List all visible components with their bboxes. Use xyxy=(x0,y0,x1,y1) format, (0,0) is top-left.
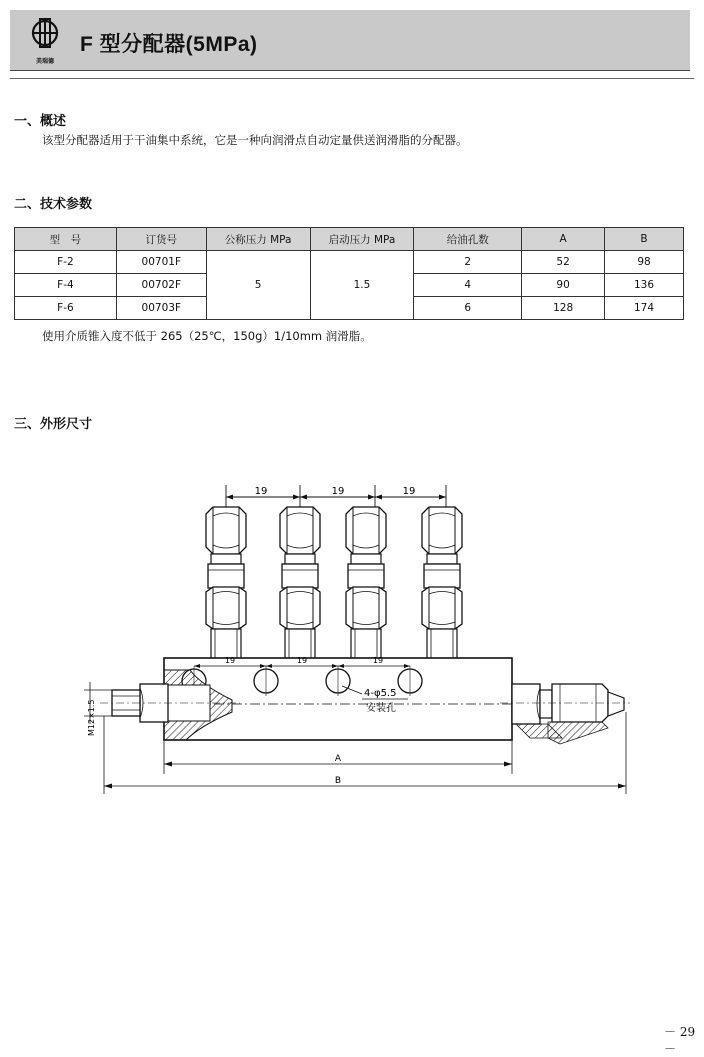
cell-a: 128 xyxy=(522,297,605,320)
cell-b: 174 xyxy=(605,297,684,320)
outlet-fitting xyxy=(280,507,320,659)
col-header-start-pressure: 启动压力 MPa xyxy=(310,228,414,251)
hole-name-label: 安装孔 xyxy=(366,703,396,714)
thread-size-label: M12×1.5 xyxy=(87,699,96,736)
brand-logo-text: 美瑞德 xyxy=(35,58,54,65)
col-header-model: 型 号 xyxy=(15,228,117,251)
col-header-order: 订货号 xyxy=(116,228,206,251)
dim-inner-2: 19 xyxy=(296,656,308,665)
dim-inner-3: 19 xyxy=(372,656,384,665)
dim-b-label: B xyxy=(334,776,342,786)
cell-model: F-6 xyxy=(15,297,117,320)
col-header-holes: 给油孔数 xyxy=(414,228,522,251)
page-title: F 型分配器(5MPa) xyxy=(80,33,258,56)
outlet-connector-right xyxy=(500,684,630,744)
overview-text: 该型分配器适用于干油集中系统，它是一种向润滑点自动定量供送润滑脂的分配器。 xyxy=(42,133,468,147)
outlet-fitting xyxy=(346,507,386,659)
section-params-title: 二、技术参数 xyxy=(14,197,93,212)
dim-inner-1: 19 xyxy=(224,656,236,665)
cell-b: 136 xyxy=(605,274,684,297)
cell-holes: 2 xyxy=(414,251,522,274)
dim-top-3: 19 xyxy=(402,486,416,497)
cell-order: 00702F xyxy=(116,274,206,297)
cell-a: 52 xyxy=(522,251,605,274)
page-number: － 29 － xyxy=(664,1025,696,1056)
outlet-fitting xyxy=(206,507,246,659)
cell-order: 00703F xyxy=(116,297,206,320)
dim-top-2: 19 xyxy=(331,486,345,497)
cell-holes: 6 xyxy=(414,297,522,320)
cell-start-pressure: 1.5 xyxy=(310,251,414,320)
cell-model: F-2 xyxy=(15,251,117,274)
section-dims-title: 三、外形尺寸 xyxy=(14,417,93,432)
outlet-fitting xyxy=(422,507,462,659)
col-header-nominal-pressure: 公称压力 MPa xyxy=(206,228,310,251)
cell-nominal-pressure: 5 xyxy=(206,251,310,320)
cell-model: F-4 xyxy=(15,274,117,297)
dim-a-label: A xyxy=(334,754,342,764)
section-overview-title: 一、概述 xyxy=(14,114,67,129)
cell-a: 90 xyxy=(522,274,605,297)
col-header-a: A xyxy=(522,228,605,251)
cell-order: 00701F xyxy=(116,251,206,274)
col-header-b: B xyxy=(605,228,684,251)
params-note: 使用介质锥入度不低于 265（25℃，150g）1/10mm 润滑脂。 xyxy=(42,329,372,343)
cell-b: 98 xyxy=(605,251,684,274)
dim-top-1: 19 xyxy=(254,486,268,497)
cell-holes: 4 xyxy=(414,274,522,297)
hole-spec-label: 4-φ5.5 xyxy=(364,688,397,699)
